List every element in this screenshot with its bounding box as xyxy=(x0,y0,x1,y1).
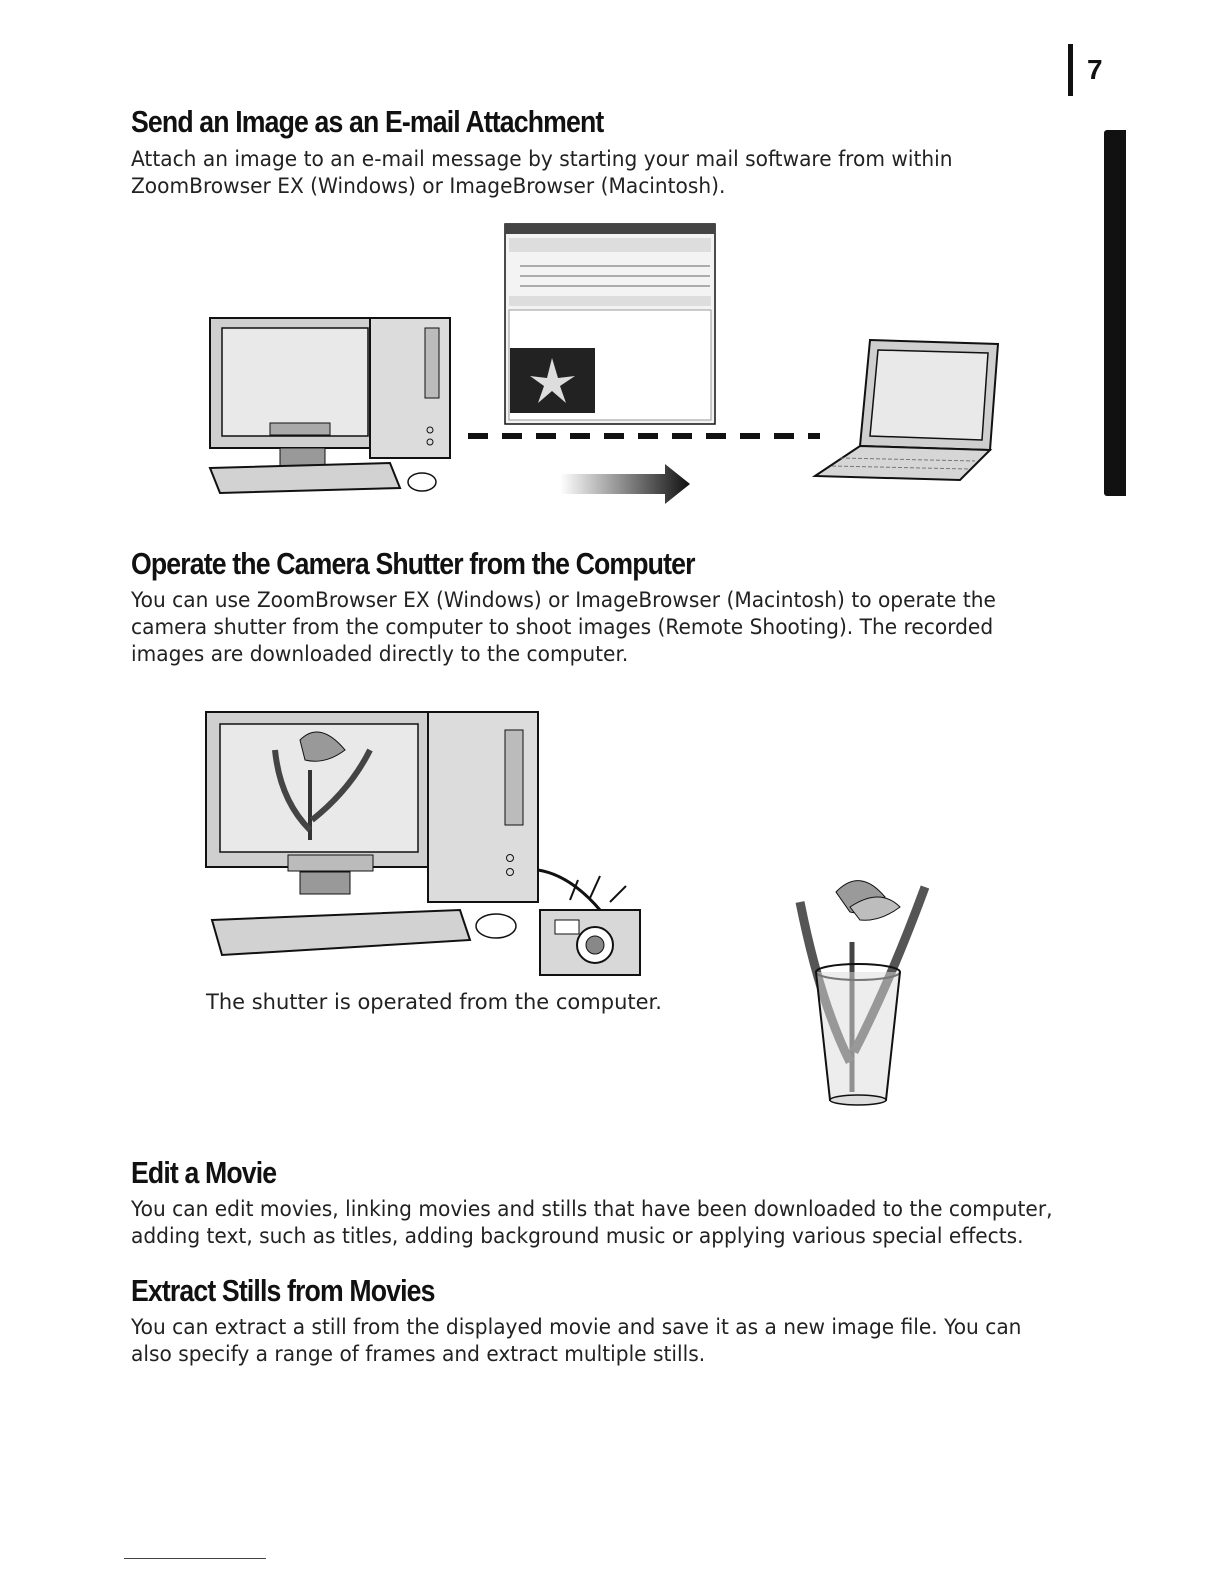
section-body-edit-movie: You can edit movies, linking movies and stills that have been downloaded to the computer, adding text, such as titles, adding background music or applying various special effects. xyxy=(131,1197,1053,1248)
section-title-extract-stills: Extract Stills from Movies xyxy=(131,1273,435,1308)
section-body-remote-shooting: You can use ZoomBrowser EX (Windows) or ImageBrowser (Macintosh) to operate the camera shutter from the computer to shoot images (Remote Shooting). The recorded images are downloaded directly to the computer. xyxy=(131,588,996,666)
desktop-computer-icon xyxy=(210,318,450,493)
transfer-arrow-icon xyxy=(560,464,690,504)
section-title-email: Send an Image as an E-mail Attachment xyxy=(131,104,604,139)
email-window-screenshot xyxy=(505,224,715,424)
chapter-tab xyxy=(1104,130,1126,496)
email-attachment-illustration xyxy=(200,218,1020,518)
section-title-edit-movie: Edit a Movie xyxy=(131,1155,277,1190)
remote-shooting-illustration xyxy=(200,700,660,990)
section-body-email: Attach an image to an e-mail message by starting your mail software from within ZoomBrowser EX (Windows) or ImageBrowser (Macintosh). xyxy=(131,147,953,198)
page-number xyxy=(1068,44,1103,96)
remote-shooting-caption: The shutter is operated from the computer. xyxy=(206,990,662,1014)
flower-vase-illustration xyxy=(790,862,940,1112)
laptop-icon xyxy=(815,340,998,480)
section-body-extract-stills: You can extract a still from the displayed movie and save it as a new image file. You can also specify a range of frames and extract multiple stills. xyxy=(131,1315,1022,1366)
camera-icon xyxy=(538,870,640,975)
section-title-remote-shooting: Operate the Camera Shutter from the Computer xyxy=(131,546,695,581)
page-number-text: 7 xyxy=(1087,54,1103,85)
footer-divider xyxy=(124,1558,266,1559)
page-number-divider xyxy=(1068,44,1073,96)
desktop-computer-icon xyxy=(206,712,538,955)
